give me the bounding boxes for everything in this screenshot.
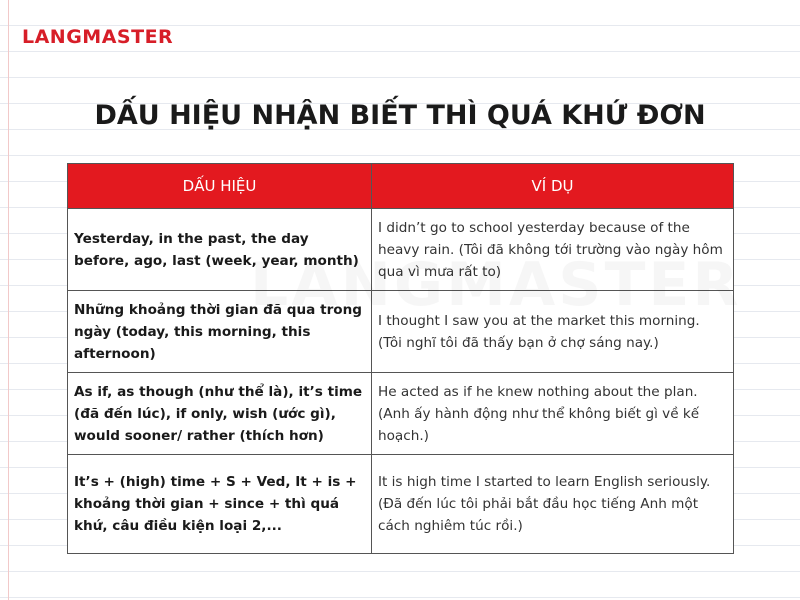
table-row xyxy=(68,209,734,291)
example-cell: It is high time I started to learn English seriously. (Đã đến lúc tôi phải bắt đầu học tiếng Anh một cách nghiêm túc rồi.) xyxy=(372,455,734,554)
langmaster-logo: LANGMASTER xyxy=(22,26,174,48)
example-cell: He acted as if he knew nothing about the plan. (Anh ấy hành động như thể không biết gì về kế hoạch.) xyxy=(372,373,734,455)
sign-cell: As if, as though (như thể là), it’s time (đã đến lúc), if only, wish (ước gì), would sooner/ rather (thích hơn) xyxy=(68,373,372,455)
page-title: DẤU HIỆU NHẬN BIẾT THÌ QUÁ KHỨ ĐƠN xyxy=(94,100,706,131)
table-row xyxy=(68,455,734,554)
sign-cell: Những khoảng thời gian đã qua trong ngày (today, this morning, this afternoon) xyxy=(68,291,372,373)
sign-cell: Yesterday, in the past, the day before, ago, last (week, year, month) xyxy=(68,209,372,291)
header-examples: VÍ DỤ xyxy=(372,164,734,209)
signs-table xyxy=(67,163,734,554)
example-cell: I thought I saw you at the market this morning. (Tôi nghĩ tôi đã thấy bạn ở chợ sáng nay.) xyxy=(372,291,734,373)
table-header-row xyxy=(68,164,734,209)
example-cell: I didn’t go to school yesterday because of the heavy rain. (Tôi đã không tới trường vào ngày hôm qua vì mưa rất to) xyxy=(372,209,734,291)
sign-cell: It’s + (high) time + S + Ved, It + is + khoảng thời gian + since + thì quá khứ, câu điều kiện loại 2,... xyxy=(68,455,372,554)
header-signs: DẤU HIỆU xyxy=(68,164,372,209)
notebook-margin-line xyxy=(8,0,9,600)
table-row xyxy=(68,373,734,455)
table-row xyxy=(68,291,734,373)
